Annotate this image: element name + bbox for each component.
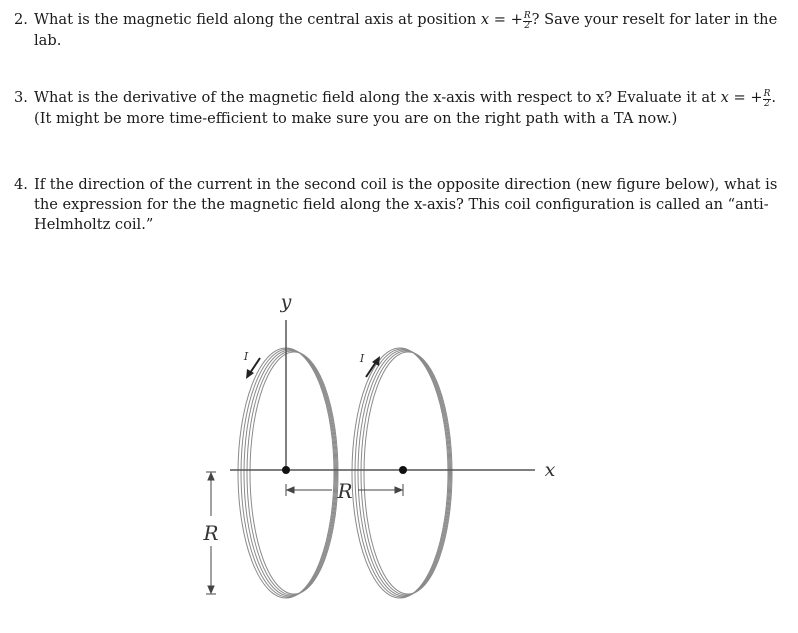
x-axis-label: x bbox=[544, 459, 556, 481]
question-text-part: What is the magnetic field along the central axis at position bbox=[34, 11, 477, 28]
right-coil-center bbox=[399, 466, 407, 474]
fraction bbox=[523, 12, 532, 31]
y-axis-label: y bbox=[280, 291, 292, 313]
separation-label: R bbox=[337, 479, 353, 503]
fraction-numerator: R bbox=[523, 11, 531, 21]
question-text: If the direction of the current in the second coil is the opposite direction (new figure below), what is the expression for the the magnetic field along the x-axis? This coil configuration is called an “anti-Helmholtz coil.” bbox=[34, 176, 778, 233]
current-label-left: I bbox=[243, 350, 249, 363]
math-equals: = + bbox=[489, 11, 523, 28]
question-text-part: What is the derivative of the magnetic field along the x-axis with respect to x? Evaluate it at bbox=[34, 89, 716, 106]
fraction-denominator: 2 bbox=[524, 21, 531, 31]
math-variable: x bbox=[480, 11, 490, 28]
left-coil-center bbox=[282, 466, 290, 474]
question-text-part: . (It might be more time-efficient to make sure you are on the right path with a TA now.) bbox=[34, 89, 776, 127]
fraction-numerator: R bbox=[763, 89, 771, 99]
question-text bbox=[34, 10, 784, 51]
math-variable: x bbox=[720, 89, 729, 106]
radius-label: R bbox=[203, 521, 219, 545]
fraction-denominator: 2 bbox=[764, 99, 770, 109]
anti-helmholtz-coil-figure bbox=[190, 288, 590, 608]
question-2 bbox=[14, 10, 784, 51]
question-number: 2. bbox=[14, 11, 28, 28]
question-text-part: ? Save your reselt for later in the lab. bbox=[34, 11, 778, 49]
question-text bbox=[34, 88, 784, 129]
question-number: 4. bbox=[14, 176, 28, 193]
question-number: 3. bbox=[14, 89, 28, 106]
question-4 bbox=[14, 175, 784, 235]
question-3 bbox=[14, 88, 784, 129]
current-label-right: I bbox=[359, 352, 365, 365]
math-equals: = + bbox=[728, 89, 763, 106]
